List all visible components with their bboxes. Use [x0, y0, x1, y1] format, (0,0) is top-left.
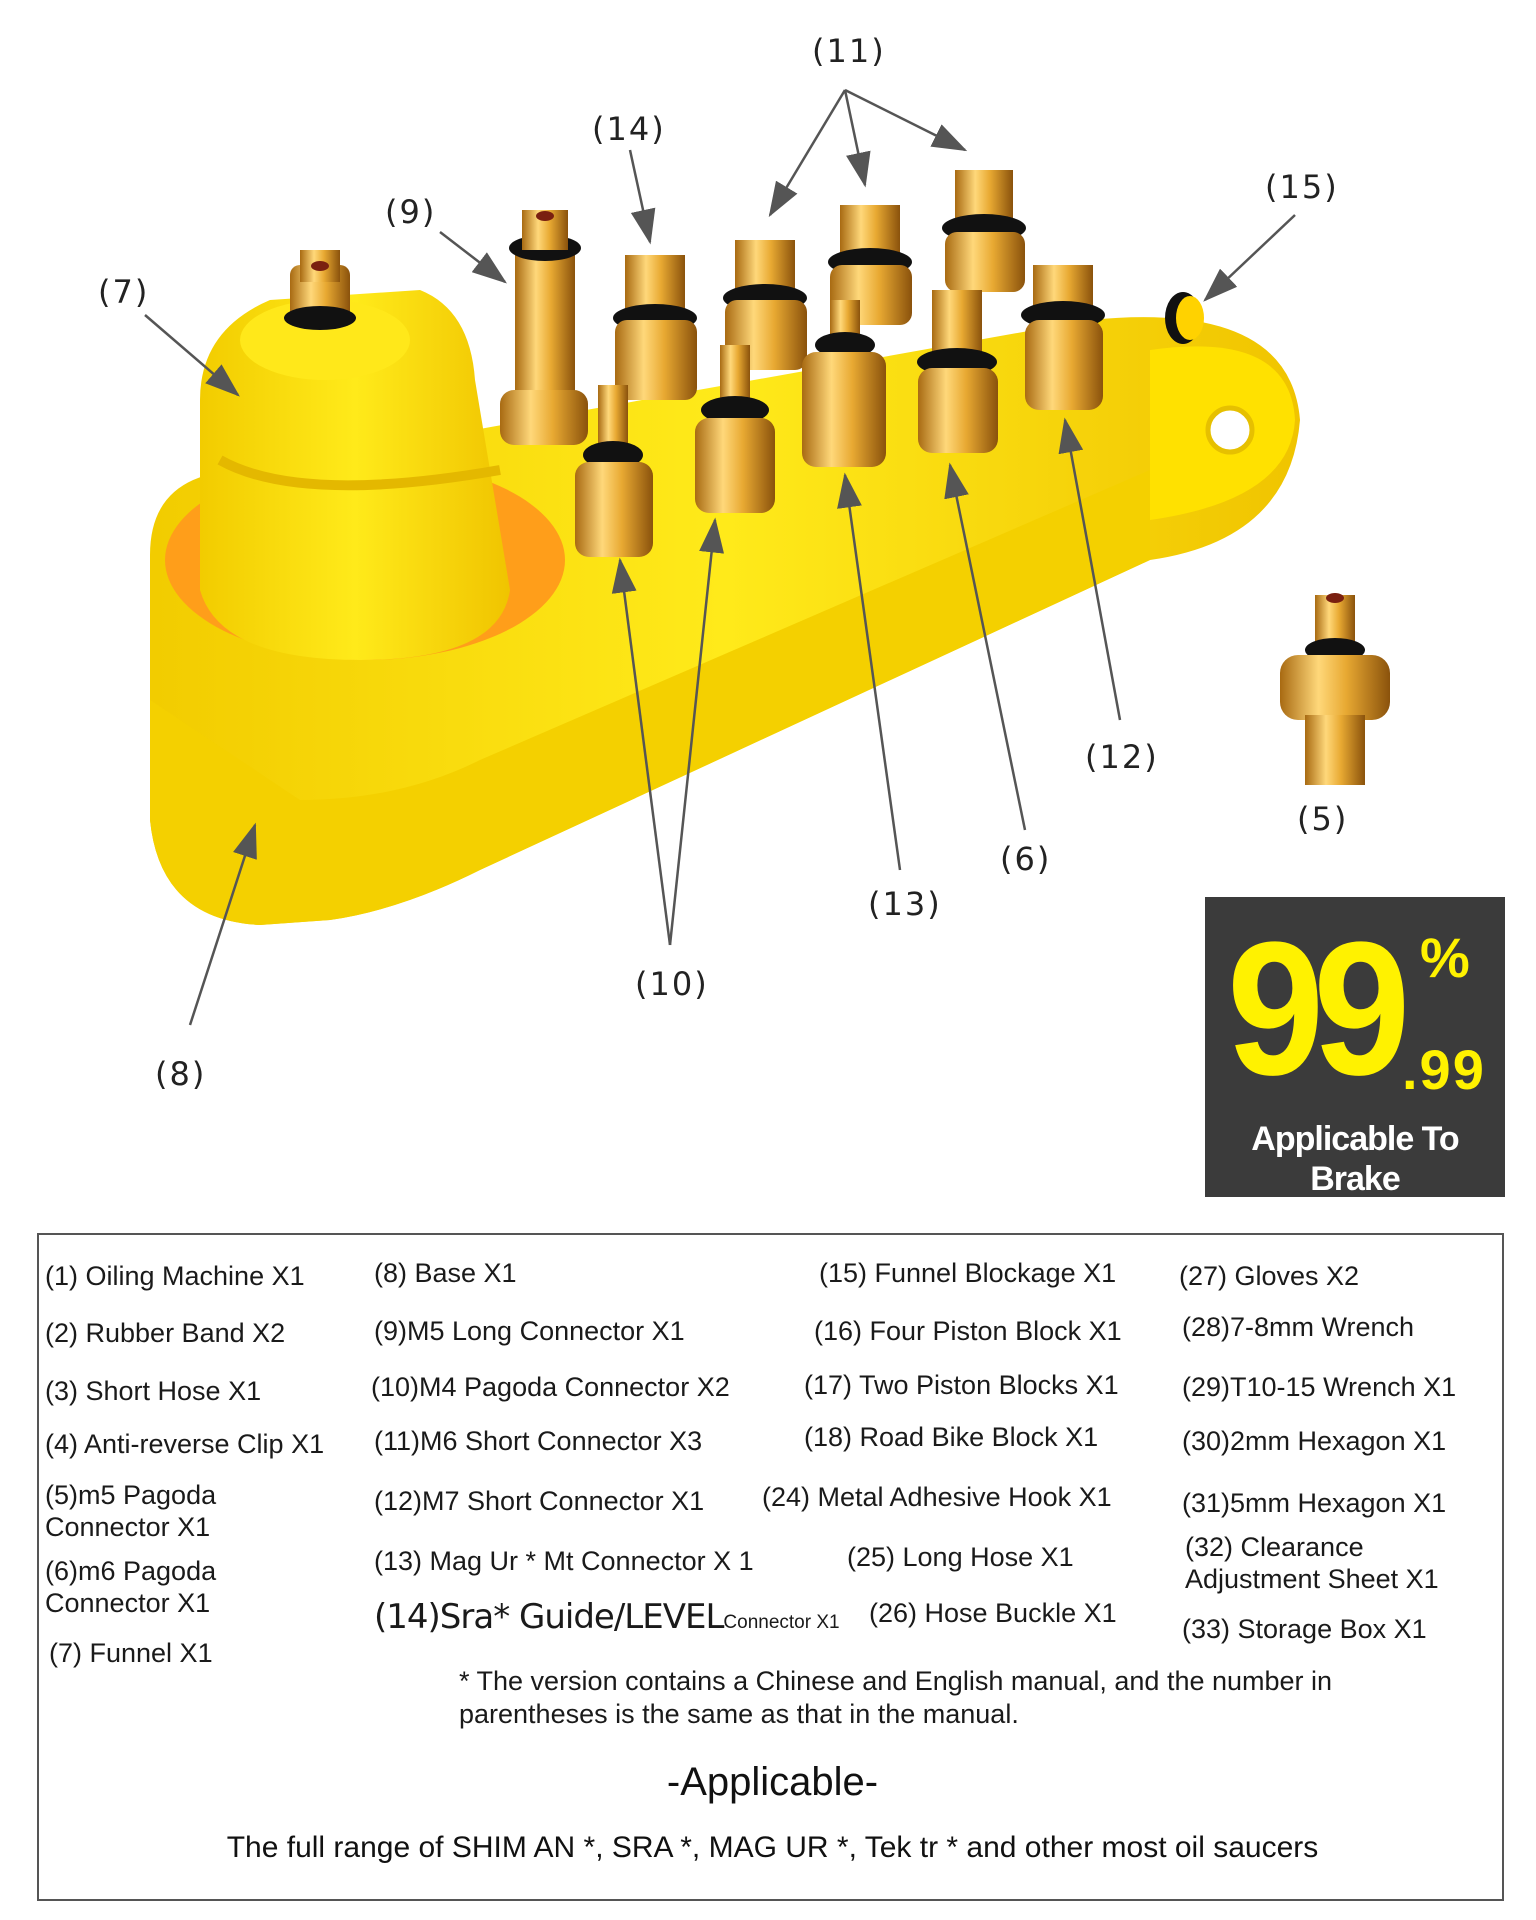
part-18: (18) Road Bike Block X1 — [804, 1422, 1099, 1452]
applicability-badge — [1205, 897, 1505, 1197]
part-7: (7) Funnel X1 — [49, 1638, 213, 1668]
callout-11: (11) — [812, 32, 886, 70]
part-33: (33) Storage Box X1 — [1182, 1614, 1427, 1644]
part-26: (26) Hose Buckle X1 — [869, 1598, 1117, 1628]
part-29: (29)T10-15 Wrench X1 — [1182, 1372, 1457, 1402]
part-16: (16) Four Piston Block X1 — [814, 1316, 1122, 1346]
callout-12: (12) — [1085, 738, 1159, 776]
callout-15: (15) — [1265, 168, 1339, 206]
part-9: (9)M5 Long Connector X1 — [374, 1316, 685, 1346]
arrow-9 — [440, 232, 505, 282]
part-17: (17) Two Piston Blocks X1 — [804, 1370, 1119, 1400]
callout-9: (9) — [385, 193, 437, 231]
part-32-line2: Adjustment Sheet X1 — [1185, 1564, 1439, 1594]
part-6 — [45, 1555, 216, 1619]
parts-list-panel — [37, 1233, 1504, 1901]
badge-percent-sign: % — [1420, 926, 1470, 989]
callout-14: (14) — [592, 110, 666, 148]
arrow-11-b — [845, 90, 865, 185]
callout-8: (8) — [155, 1055, 207, 1093]
part-2: (2) Rubber Band X2 — [45, 1318, 286, 1348]
part-4: (4) Anti-reverse Clip X1 — [45, 1429, 325, 1459]
part-13: (13) Mag Ur * Mt Connector X 1 — [374, 1546, 754, 1576]
part-1: (1) Oiling Machine X1 — [45, 1261, 305, 1291]
manual-note-line2: parentheses is the same as that in the manual. — [459, 1699, 1019, 1729]
badge-caption-line1: Applicable To — [1251, 1120, 1459, 1158]
part-5-line1: (5)m5 Pagoda — [45, 1480, 217, 1510]
part-14 — [374, 1597, 840, 1637]
part-30: (30)2mm Hexagon X1 — [1182, 1426, 1447, 1456]
part-15: (15) Funnel Blockage X1 — [819, 1258, 1117, 1288]
part-12: (12)M7 Short Connector X1 — [374, 1486, 705, 1516]
part-25: (25) Long Hose X1 — [847, 1542, 1074, 1572]
manual-note — [459, 1665, 1469, 1731]
part-10: (10)M4 Pagoda Connector X2 — [371, 1372, 730, 1402]
badge-percentage: 99 — [1227, 903, 1400, 1115]
part-24: (24) Metal Adhesive Hook X1 — [762, 1482, 1112, 1512]
callout-7: (7) — [98, 273, 150, 311]
badge-caption — [1205, 1119, 1505, 1199]
m5-pagoda-connector-icon — [1280, 593, 1390, 785]
callout-5: (5) — [1297, 800, 1349, 838]
part-32 — [1185, 1531, 1439, 1595]
callout-13: (13) — [868, 885, 942, 923]
badge-caption-line2: Brake — [1310, 1160, 1400, 1198]
part-3: (3) Short Hose X1 — [45, 1376, 262, 1406]
arrow-15 — [1205, 215, 1295, 300]
manual-note-line1: * The version contains a Chinese and English manual, and the number in — [459, 1666, 1333, 1696]
part-31: (31)5mm Hexagon X1 — [1182, 1488, 1447, 1518]
part-11: (11)M6 Short Connector X3 — [374, 1426, 703, 1456]
part-6-line2: Connector X1 — [45, 1588, 211, 1618]
callout-10: (10) — [635, 965, 709, 1003]
m5-long-connector-icon — [500, 210, 588, 445]
arrow-11-c — [845, 90, 965, 150]
arrow-14 — [630, 150, 650, 242]
part-28: (28)7-8mm Wrench — [1182, 1312, 1415, 1342]
part-32-line1: (32) Clearance — [1185, 1532, 1364, 1562]
badge-decimal: .99 — [1402, 1038, 1486, 1101]
applicable-text: The full range of SHIM AN *, SRA *, MAG UR *, Tek tr * and other most oil saucers — [226, 1831, 1319, 1864]
callout-6: (6) — [1000, 840, 1052, 878]
part-5-line2: Connector X1 — [45, 1512, 211, 1542]
part-6-line1: (6)m6 Pagoda — [45, 1556, 217, 1586]
arrow-11-a — [770, 90, 845, 215]
applicable-heading: -Applicable- — [666, 1760, 879, 1804]
part-14-name: (14)Sra* Guide/LEVEL — [374, 1597, 724, 1637]
part-27: (27) Gloves X2 — [1179, 1261, 1360, 1291]
part-8: (8) Base X1 — [374, 1258, 517, 1288]
part-5 — [45, 1479, 216, 1543]
part-14-suffix: Connector X1 — [723, 1612, 840, 1633]
